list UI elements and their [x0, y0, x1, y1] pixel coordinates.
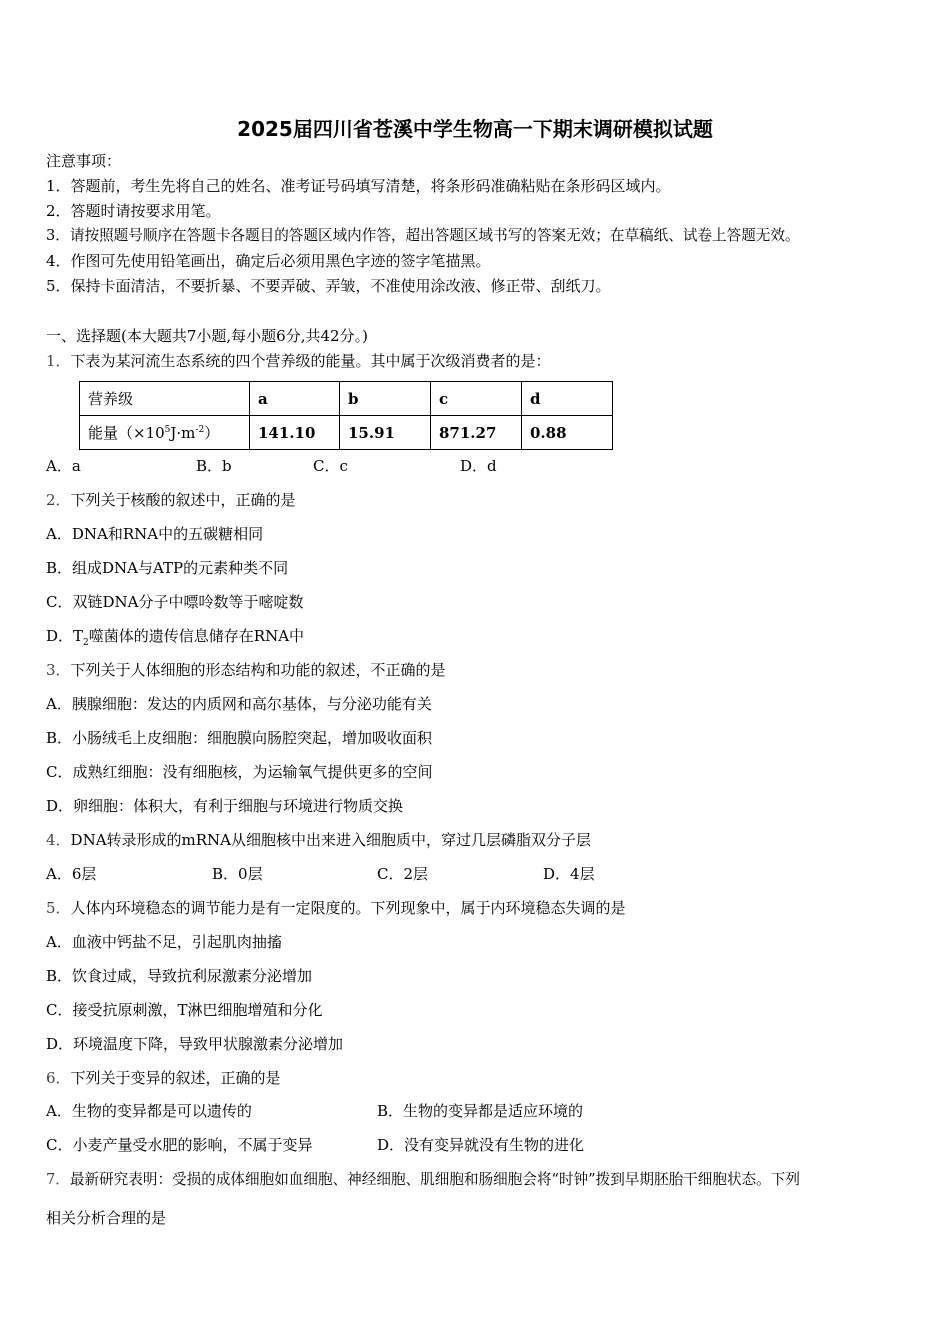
question-number: 1． — [46, 352, 71, 370]
option-b[interactable]: B．小肠绒毛上皮细胞：细胞膜向肠腔突起，增加吸收面积 — [46, 729, 433, 747]
page-title: 2025届四川省苍溪中学生物高一下期末调研模拟试题 — [237, 117, 713, 141]
subscript: 2 — [83, 638, 89, 648]
table-cell: b — [340, 382, 431, 416]
option-text: 噬菌体的遗传信息储存在RNA中 — [88, 627, 305, 645]
option-d[interactable]: D．4层 — [543, 865, 595, 883]
question-2-stem — [46, 490, 296, 510]
option-a[interactable]: A．6层 — [46, 865, 97, 883]
table-cell — [80, 416, 250, 450]
question-5-stem — [46, 898, 626, 918]
notice-heading: 注意事项： — [46, 152, 122, 170]
option-c[interactable]: C．2层 — [377, 865, 429, 883]
question-7-stem — [46, 1170, 800, 1190]
table-row — [80, 382, 613, 416]
table-cell: 0.88 — [522, 416, 613, 450]
option-d[interactable]: D．没有变异就没有生物的进化 — [377, 1136, 585, 1154]
question-text: 人体内环境稳态的调节能力是有一定限度的。下列现象中，属于内环境稳态失调的是 — [70, 899, 626, 917]
option-c[interactable]: C．双链DNA分子中嘌呤数等于嘧啶数 — [46, 593, 304, 611]
option-a[interactable]: A．DNA和RNA中的五碳糖相同 — [46, 525, 264, 543]
question-text: 下表为某河流生态系统的四个营养级的能量。其中属于次级消费者的是： — [70, 352, 551, 370]
option-c[interactable]: C．小麦产量受水肥的影响，不属于变异 — [46, 1136, 313, 1154]
superscript: -2 — [195, 425, 205, 435]
row-label: 能量（×10 — [88, 424, 165, 442]
table-cell: 871.27 — [431, 416, 522, 450]
table-cell: 141.10 — [250, 416, 340, 450]
table-cell: c — [431, 382, 522, 416]
option-b[interactable]: B．生物的变异都是适应环境的 — [377, 1102, 584, 1120]
energy-table — [79, 381, 613, 450]
row-label: ） — [204, 424, 220, 442]
option-a[interactable]: A．生物的变异都是可以遗传的 — [46, 1102, 252, 1120]
table-cell: d — [522, 382, 613, 416]
option-b[interactable]: B．组成DNA与ATP的元素种类不同 — [46, 559, 289, 577]
option-a[interactable]: A．a — [46, 457, 81, 475]
option-d[interactable]: D．卵细胞：体积大，有利于细胞与环境进行物质交换 — [46, 797, 404, 815]
table-cell: a — [250, 382, 340, 416]
option-a[interactable]: A．血液中钙盐不足，引起肌肉抽搐 — [46, 933, 282, 951]
option-c[interactable]: C．成熟红细胞：没有细胞核，为运输氧气提供更多的空间 — [46, 763, 433, 781]
row-label: J·m — [170, 424, 196, 442]
notice-item: 4．作图可先使用铅笔画出，确定后必须用黑色字迹的签字笔描黑。 — [46, 252, 491, 270]
question-3-stem — [46, 660, 446, 680]
question-number: 6． — [46, 1069, 71, 1087]
superscript: 5 — [164, 425, 171, 435]
question-4-stem — [46, 830, 591, 850]
option-b[interactable]: B．b — [196, 457, 232, 475]
notice-item: 1．答题前，考生先将自己的姓名、准考证号码填写清楚，将条形码准确粘贴在条形码区域内。 — [46, 177, 671, 195]
notice-item: 5．保持卡面清洁，不要折暴、不要弄破、弄皱，不准使用涂改液、修正带、刮纸刀。 — [46, 277, 611, 295]
table-cell: 15.91 — [340, 416, 431, 450]
notice-item: 2．答题时请按要求用笔。 — [46, 202, 221, 220]
section-heading: 一、选择题(本大题共7小题,每小题6分,共42分。) — [46, 327, 368, 345]
option-text: D．T — [46, 627, 84, 645]
option-a[interactable]: A．胰腺细胞：发达的内质网和高尔基体，与分泌功能有关 — [46, 695, 432, 713]
option-b[interactable]: B．0层 — [212, 865, 263, 883]
option-b[interactable]: B．饮食过咸，导致抗利尿激素分泌增加 — [46, 967, 313, 985]
option-c[interactable]: C．接受抗原刺激，T淋巴细胞增殖和分化 — [46, 1001, 323, 1019]
question-number: 5． — [46, 899, 71, 917]
question-1-stem — [46, 351, 551, 371]
question-6-stem — [46, 1068, 281, 1088]
question-7-stem-cont: 相关分析合理的是 — [46, 1209, 167, 1227]
question-text: 最新研究表明：受损的成体细胞如血细胞、神经细胞、肌细胞和肠细胞会将“时钟”拨到早期胚胎干细胞状态。下列 — [69, 1171, 800, 1188]
question-number: 3． — [46, 661, 71, 679]
option-d[interactable]: D．d — [460, 457, 497, 475]
question-text: 下列关于人体细胞的形态结构和功能的叙述，不正确的是 — [70, 661, 446, 679]
table-row — [80, 416, 613, 450]
question-number: 7． — [46, 1171, 70, 1188]
option-d[interactable] — [46, 626, 304, 653]
notice-item: 3．请按照题号顺序在答题卡各题目的答题区域内作答，超出答题区域书写的答案无效；在草稿纸、试卷上答题无效。 — [46, 227, 800, 244]
question-text: 下列关于变异的叙述，正确的是 — [70, 1069, 281, 1087]
option-c[interactable]: C．c — [313, 457, 348, 475]
table-cell: 营养级 — [80, 382, 250, 416]
question-number: 4． — [46, 831, 71, 849]
option-d[interactable]: D．环境温度下降，导致甲状腺激素分泌增加 — [46, 1035, 344, 1053]
question-number: 2． — [46, 491, 71, 509]
question-text: DNA转录形成的mRNA从细胞核中出来进入细胞质中，穿过几层磷脂双分子层 — [70, 831, 592, 849]
question-text: 下列关于核酸的叙述中，正确的是 — [70, 491, 296, 509]
